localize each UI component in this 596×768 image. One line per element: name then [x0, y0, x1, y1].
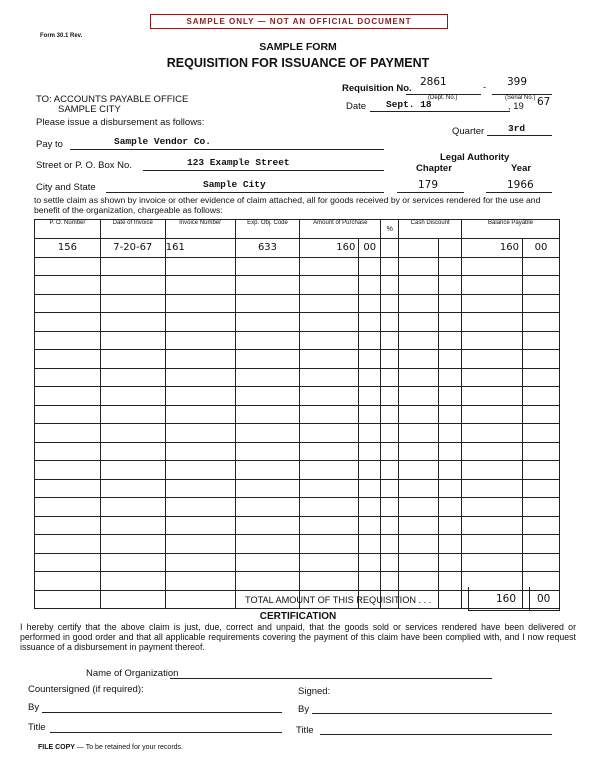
table-cell: [462, 331, 523, 350]
table-cell: [235, 331, 300, 350]
table-cell: [235, 424, 300, 443]
table-cell: [235, 368, 300, 387]
quarter-value: 3rd: [508, 123, 526, 134]
table-cell: [439, 387, 462, 406]
dept-caption: (Dept. No.): [428, 95, 458, 101]
table-cell: [399, 368, 439, 387]
table-cell: [100, 442, 165, 461]
table-cell: [439, 405, 462, 424]
certification-text: I hereby certify that the above claim is just, due, correct and unpaid, that the goods sold or services rendered have been delivered or performed in good order and that all applicable requirements covering the payment of this claim have been complied with, and I now request issuance of a disbursement in payment thereof.: [20, 622, 576, 652]
table-cell: [300, 442, 359, 461]
table-cell: [165, 368, 235, 387]
table-cell: [235, 442, 300, 461]
table-cell: [439, 498, 462, 517]
table-cell: [439, 590, 462, 609]
table-cell: [165, 387, 235, 406]
signed-label: Signed:: [298, 686, 331, 697]
table-cell: [462, 276, 523, 295]
table-cell: [522, 424, 559, 443]
table-cell: [35, 350, 101, 369]
table-cell: [439, 424, 462, 443]
copy-text: — To be retained for your records.: [74, 744, 183, 751]
table-cell: [359, 387, 381, 406]
table-cell: [522, 479, 559, 498]
table-cell: [35, 405, 101, 424]
table-cell: [381, 387, 399, 406]
table-cell: [439, 535, 462, 554]
table-cell: [35, 313, 101, 332]
table-cell: [522, 294, 559, 313]
total-dollars: 160: [496, 593, 517, 605]
table-cell: [235, 387, 300, 406]
to-line1: TO: ACCOUNTS PAYABLE OFFICE: [36, 94, 189, 105]
table-cell: [462, 313, 523, 332]
by-label-left: By: [28, 702, 40, 713]
requisition-label: Requisition No.: [342, 83, 412, 94]
table-cell: [439, 553, 462, 572]
table-cell: [165, 553, 235, 572]
table-cell: [359, 294, 381, 313]
serial-number: 399: [507, 76, 528, 88]
table-cell: [100, 479, 165, 498]
table-cell: [462, 516, 523, 535]
table-cell: [100, 294, 165, 313]
settle-text: to settle claim as shown by invoice or other evidence of claim attached, all for goods received by or services rendered for the use and benefit of the organization, chargeable as follows:: [34, 195, 541, 215]
table-cell: [300, 516, 359, 535]
table-row: [35, 257, 560, 276]
table-cell: [381, 498, 399, 517]
table-cell: [300, 294, 359, 313]
table-cell: [399, 572, 439, 591]
table-cell: [381, 294, 399, 313]
table-cell: [399, 276, 439, 295]
table-cell: [235, 535, 300, 554]
table-cell: [35, 257, 101, 276]
col-discount: Cash Discount: [399, 220, 462, 239]
table-cell: [399, 553, 439, 572]
table-cell: [35, 387, 101, 406]
table-cell: [165, 516, 235, 535]
table-cell: [300, 313, 359, 332]
table-row: [35, 368, 560, 387]
table-cell: [359, 498, 381, 517]
table-cell: [462, 368, 523, 387]
table-cell: [165, 331, 235, 350]
table-cell: [235, 516, 300, 535]
table-cell: [522, 553, 559, 572]
table-cell: [300, 498, 359, 517]
table-cell: [100, 572, 165, 591]
table-cell: [35, 553, 101, 572]
table-row: [35, 387, 560, 406]
table-cell: [462, 442, 523, 461]
table-cell: [359, 276, 381, 295]
total-cents: 00: [537, 593, 551, 605]
table-cell: [100, 553, 165, 572]
table-cell: [359, 257, 381, 276]
table-cell: [522, 331, 559, 350]
table-cell: [165, 294, 235, 313]
table-cell: [165, 498, 235, 517]
table-row: [35, 553, 560, 572]
table-cell: [35, 368, 101, 387]
total-label: TOTAL AMOUNT OF THIS REQUISITION . . .: [245, 595, 432, 605]
table-cell: [381, 331, 399, 350]
table-cell: [381, 479, 399, 498]
table-cell: [300, 553, 359, 572]
table-cell: [381, 350, 399, 369]
table-cell: [439, 516, 462, 535]
col-po: P. O. Number: [35, 220, 101, 239]
table-row: [35, 331, 560, 350]
table-cell: [522, 276, 559, 295]
col-amount: Amount of Purchase: [300, 220, 381, 239]
legal-authority-label: Legal Authority: [440, 152, 510, 163]
table-row: [35, 350, 560, 369]
form-heading-top: SAMPLE FORM: [259, 41, 337, 53]
table-cell: [439, 257, 462, 276]
table-cell: [300, 479, 359, 498]
table-cell: [165, 479, 235, 498]
table-cell: [100, 387, 165, 406]
agency-label: Name of Organization: [86, 668, 179, 679]
table-cell: [522, 387, 559, 406]
table-cell: [100, 516, 165, 535]
table-cell: [522, 350, 559, 369]
table-row: [35, 442, 560, 461]
table-cell: [381, 424, 399, 443]
table-cell: [300, 257, 359, 276]
table-row: [35, 498, 560, 517]
col-percent: %: [381, 220, 399, 239]
table-cell: [381, 368, 399, 387]
table-cell: [399, 405, 439, 424]
table-cell: [300, 331, 359, 350]
table-cell: [100, 498, 165, 517]
table-cell: [399, 498, 439, 517]
table-cell: [462, 498, 523, 517]
table-cell: [359, 553, 381, 572]
table-cell: [100, 461, 165, 480]
table-cell: [300, 368, 359, 387]
table-cell: [359, 479, 381, 498]
table-cell: [381, 553, 399, 572]
table-cell: [522, 257, 559, 276]
table-cell: 161: [165, 239, 235, 258]
table-cell: [165, 442, 235, 461]
year-label: Year: [511, 163, 532, 174]
table-cell: [35, 479, 101, 498]
certification-title: CERTIFICATION: [259, 611, 337, 622]
table-cell: [381, 572, 399, 591]
table-cell: [165, 276, 235, 295]
table-cell: [359, 331, 381, 350]
table-cell: [399, 294, 439, 313]
table-cell: [100, 535, 165, 554]
footer-note: [38, 744, 183, 751]
countersigned-label: Countersigned (if required):: [28, 684, 144, 695]
table-cell: [522, 405, 559, 424]
chapter-value: 179: [418, 179, 439, 191]
table-cell: [462, 350, 523, 369]
table-cell: [522, 313, 559, 332]
table-cell: 156: [35, 239, 101, 258]
table-cell: [399, 257, 439, 276]
title-label-right: Title: [296, 725, 314, 736]
table-cell: [399, 516, 439, 535]
serial-caption: (Serial No.): [505, 95, 536, 101]
table-cell: [165, 257, 235, 276]
table-cell: [300, 276, 359, 295]
col-invoice-number: Invoice Number: [165, 220, 235, 239]
table-cell: [399, 442, 439, 461]
table-cell: [100, 368, 165, 387]
table-cell: [165, 424, 235, 443]
table-cell: [100, 590, 165, 609]
table-cell: [462, 405, 523, 424]
table-cell: [522, 368, 559, 387]
table-cell: [235, 350, 300, 369]
table-cell: [235, 257, 300, 276]
table-cell: [381, 535, 399, 554]
table-row: [35, 424, 560, 443]
table-cell: [359, 461, 381, 480]
table-row: [35, 405, 560, 424]
table-cell: [35, 276, 101, 295]
instruction: Please issue a disbursement as follows:: [36, 117, 205, 128]
table-cell: [399, 331, 439, 350]
form-title: REQUISITION FOR ISSUANCE OF PAYMENT: [166, 56, 430, 70]
table-cell: [381, 239, 399, 258]
dept-number: 2861: [420, 76, 447, 88]
table-cell: [165, 572, 235, 591]
col-date-invoice: Date of Invoice: [100, 220, 165, 239]
table-cell: [35, 516, 101, 535]
table-cell: [439, 350, 462, 369]
date-label: Date: [346, 101, 367, 112]
table-cell: [381, 313, 399, 332]
table-cell: [462, 535, 523, 554]
claim-rows: [35, 239, 560, 609]
table-cell: [165, 535, 235, 554]
table-cell: [235, 572, 300, 591]
table-cell: [439, 313, 462, 332]
table-cell: [35, 424, 101, 443]
table-cell: [359, 535, 381, 554]
table-cell: [399, 479, 439, 498]
table-cell: [235, 479, 300, 498]
table-cell: [100, 331, 165, 350]
table-cell: [522, 516, 559, 535]
table-cell: [359, 572, 381, 591]
table-cell: [235, 461, 300, 480]
table-cell: [235, 405, 300, 424]
table-cell: [439, 368, 462, 387]
table-cell: [381, 257, 399, 276]
table-cell: [235, 276, 300, 295]
year-prefix: , 19: [508, 101, 524, 112]
table-cell: [359, 442, 381, 461]
table-cell: 00: [359, 239, 381, 258]
claim-table: [34, 219, 560, 609]
table-cell: [439, 442, 462, 461]
table-cell: [462, 479, 523, 498]
table-cell: [522, 535, 559, 554]
table-cell: [399, 350, 439, 369]
table-cell: [359, 405, 381, 424]
table-cell: [522, 442, 559, 461]
table-cell: [439, 572, 462, 591]
table-cell: [462, 424, 523, 443]
table-cell: [165, 313, 235, 332]
table-cell: [35, 590, 101, 609]
table-row: [35, 479, 560, 498]
table-cell: [381, 442, 399, 461]
table-cell: [462, 553, 523, 572]
table-cell: [100, 405, 165, 424]
table-cell: [235, 313, 300, 332]
city-value: Sample City: [203, 179, 266, 190]
table-cell: [439, 461, 462, 480]
table-cell: [381, 461, 399, 480]
table-cell: [439, 239, 462, 258]
col-exp-code: Exp. Obj. Code: [235, 220, 300, 239]
form-number: Form 30.1 Rev.: [40, 33, 83, 39]
date-value: Sept. 18: [386, 99, 432, 110]
table-cell: [300, 424, 359, 443]
table-cell: [439, 479, 462, 498]
title-label-left: Title: [28, 722, 46, 733]
table-cell: [399, 387, 439, 406]
chapter-label: Chapter: [416, 163, 452, 174]
table-cell: [399, 535, 439, 554]
table-cell: [462, 294, 523, 313]
table-cell: [235, 553, 300, 572]
table-cell: [235, 294, 300, 313]
quarter-label: Quarter: [452, 126, 485, 137]
table-cell: [35, 442, 101, 461]
pay-to-value: Sample Vendor Co.: [114, 136, 211, 147]
sample-banner: SAMPLE ONLY — NOT AN OFFICIAL DOCUMENT: [150, 14, 448, 29]
table-cell: 7-20-67: [100, 239, 165, 258]
table-row: [35, 461, 560, 480]
year-value: 67: [537, 96, 551, 108]
table-cell: [35, 572, 101, 591]
table-cell: [300, 535, 359, 554]
table-cell: [399, 313, 439, 332]
table-cell: [359, 516, 381, 535]
table-cell: [439, 331, 462, 350]
table-cell: 160: [300, 239, 359, 258]
table-cell: [381, 405, 399, 424]
table-cell: [100, 276, 165, 295]
table-cell: [100, 257, 165, 276]
table-row: [35, 535, 560, 554]
table-cell: [300, 405, 359, 424]
table-cell: 160: [462, 239, 523, 258]
table-cell: [381, 516, 399, 535]
table-cell: [100, 313, 165, 332]
table-cell: [165, 350, 235, 369]
table-cell: [462, 387, 523, 406]
table-cell: [399, 461, 439, 480]
table-row: [35, 313, 560, 332]
table-cell: [359, 350, 381, 369]
table-cell: [381, 276, 399, 295]
table-cell: [300, 350, 359, 369]
table-cell: [522, 498, 559, 517]
table-cell: [359, 313, 381, 332]
table-cell: [165, 590, 235, 609]
table-cell: [359, 368, 381, 387]
table-cell: [165, 461, 235, 480]
by-label-right: By: [298, 704, 310, 715]
table-cell: 633: [235, 239, 300, 258]
table-cell: [35, 294, 101, 313]
table-row: [35, 276, 560, 295]
street-label: Street or P. O. Box No.: [36, 160, 132, 171]
table-cell: [300, 572, 359, 591]
table-cell: [100, 350, 165, 369]
to-line2: SAMPLE CITY: [58, 104, 121, 115]
table-cell: [462, 461, 523, 480]
table-cell: [235, 498, 300, 517]
table-cell: [165, 405, 235, 424]
table-cell: [439, 276, 462, 295]
table-cell: [100, 424, 165, 443]
table-cell: [462, 257, 523, 276]
table-cell: [35, 461, 101, 480]
table-row: [35, 516, 560, 535]
table-cell: [35, 535, 101, 554]
pay-to-label: Pay to: [36, 139, 63, 150]
table-cell: [439, 294, 462, 313]
table-cell: [300, 387, 359, 406]
table-cell: [35, 498, 101, 517]
table-cell: [522, 461, 559, 480]
table-row: [35, 294, 560, 313]
col-balance: Balance Payable: [462, 220, 560, 239]
table-cell: [35, 331, 101, 350]
table-cell: [399, 424, 439, 443]
table-cell: 00: [522, 239, 559, 258]
table-cell: [359, 424, 381, 443]
table-cell: [300, 461, 359, 480]
street-value: 123 Example Street: [187, 157, 290, 168]
city-label: City and State: [36, 182, 96, 193]
table-cell: [399, 239, 439, 258]
authority-year-value: 1966: [507, 179, 534, 191]
table-row: [35, 239, 560, 258]
copy-label: FILE COPY: [38, 744, 75, 751]
